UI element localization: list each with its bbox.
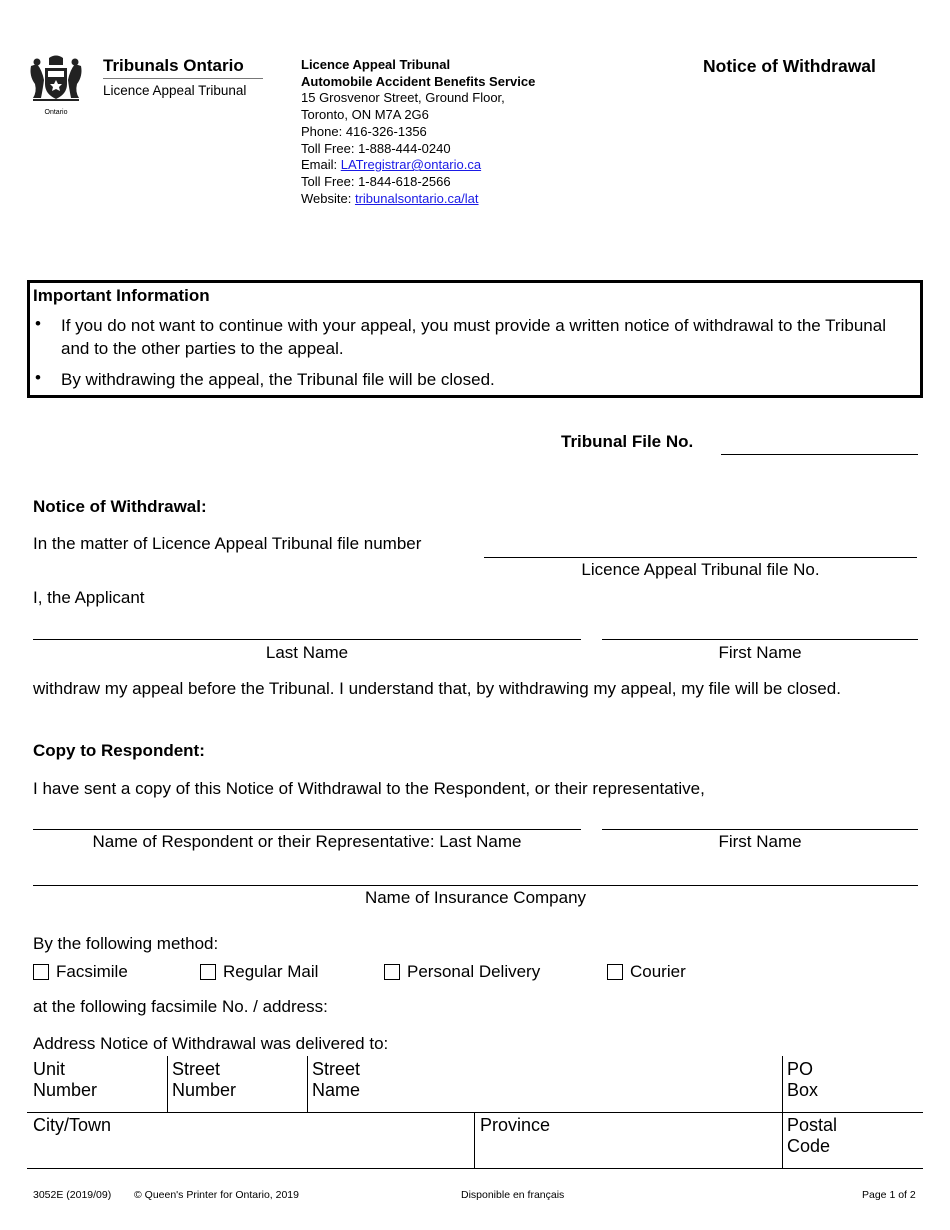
unit-number-cell[interactable]: Unit Number bbox=[33, 1059, 98, 1100]
regular-mail-checkbox[interactable] bbox=[200, 964, 216, 980]
method-regular-mail[interactable] bbox=[200, 962, 318, 982]
bullet-icon: • bbox=[35, 314, 41, 333]
toll-free-1: Toll Free: 1-888-444-0240 bbox=[301, 140, 451, 156]
lat-file-no-caption: Licence Appeal Tribunal file No. bbox=[581, 560, 820, 579]
bullet-icon: • bbox=[35, 368, 41, 387]
personal-delivery-label: Personal Delivery bbox=[407, 962, 541, 981]
tribunal-file-no-label: Tribunal File No. bbox=[561, 432, 694, 451]
street-number-cell[interactable]: Street Number bbox=[172, 1059, 237, 1100]
email-link[interactable]: LATregistrar@ontario.ca bbox=[340, 157, 482, 173]
respondent-first-name-caption: First Name bbox=[718, 832, 802, 851]
respondent-first-name-field[interactable] bbox=[602, 829, 918, 830]
respondent-last-name-caption: Name of Respondent or their Representative: Last Name bbox=[92, 832, 522, 851]
applicant-first-name-field[interactable] bbox=[602, 639, 918, 640]
insurance-company-caption: Name of Insurance Company bbox=[364, 888, 587, 907]
website-row bbox=[301, 191, 601, 208]
divider bbox=[27, 1168, 923, 1169]
phone: Phone: 416-326-1356 bbox=[301, 123, 427, 139]
regular-mail-label: Regular Mail bbox=[223, 962, 319, 981]
divider bbox=[307, 1056, 308, 1112]
method-personal-delivery[interactable] bbox=[384, 962, 540, 982]
province-cell[interactable]: Province bbox=[480, 1115, 551, 1135]
withdraw-statement: withdraw my appeal before the Tribunal. I understand that, by withdrawing my appeal, my file will be closed. bbox=[33, 679, 841, 698]
applicant-label: I, the Applicant bbox=[33, 588, 145, 607]
address-line4: Toronto, ON M7A 2G6 bbox=[301, 107, 429, 123]
delivered-to-label: Address Notice of Withdrawal was delivered to: bbox=[33, 1034, 389, 1053]
email-row bbox=[301, 157, 601, 174]
ontario-crest-logo bbox=[27, 54, 85, 114]
info-bullet-2-text: By withdrawing the appeal, the Tribunal file will be closed. bbox=[61, 370, 495, 389]
lat-file-no-field[interactable] bbox=[484, 557, 917, 558]
org-divider bbox=[103, 78, 263, 79]
form-title: Notice of Withdrawal bbox=[703, 56, 876, 76]
insurance-company-field[interactable] bbox=[33, 885, 918, 886]
email-label: Email: bbox=[301, 157, 341, 173]
tribunal-file-no-field[interactable] bbox=[721, 454, 918, 455]
website-label: Website: bbox=[301, 190, 355, 206]
website-link[interactable]: tribunalsontario.ca/lat bbox=[354, 190, 479, 206]
address-line2: Automobile Accident Benefits Service bbox=[301, 73, 536, 89]
divider bbox=[474, 1112, 475, 1168]
courier-label: Courier bbox=[630, 962, 686, 981]
first-name-caption: First Name bbox=[718, 643, 802, 662]
address-line3: 15 Grosvenor Street, Ground Floor, bbox=[301, 90, 505, 106]
crest-caption: Ontario bbox=[44, 109, 68, 116]
toll-free-2: Toll Free: 1-844-618-2566 bbox=[301, 173, 451, 189]
footer-french: Disponible en français bbox=[461, 1189, 565, 1201]
method-facsimile[interactable] bbox=[33, 962, 128, 982]
divider bbox=[167, 1056, 168, 1112]
org-name: Tribunals Ontario bbox=[103, 56, 244, 75]
divider bbox=[27, 1112, 923, 1113]
notice-heading: Notice of Withdrawal: bbox=[33, 497, 207, 516]
info-bullet-1-text: If you do not want to continue with your appeal, you must provide a written notice of withdrawal to the Tribunal and to the other parties to the appeal. bbox=[61, 316, 886, 358]
fax-address-label: at the following facsimile No. / address: bbox=[33, 997, 328, 1016]
footer-copyright: © Queen's Printer for Ontario, 2019 bbox=[134, 1189, 299, 1201]
footer-form-number: 3052E (2019/09) bbox=[33, 1189, 112, 1201]
po-box-cell[interactable]: PO Box bbox=[787, 1059, 819, 1100]
applicant-last-name-field[interactable] bbox=[33, 639, 581, 640]
org-subname: Licence Appeal Tribunal bbox=[103, 83, 247, 98]
postal-code-cell[interactable]: Postal Code bbox=[787, 1115, 838, 1156]
personal-delivery-checkbox[interactable] bbox=[384, 964, 400, 980]
footer-page: Page 1 of 2 bbox=[862, 1189, 916, 1201]
street-name-cell[interactable]: Street Name bbox=[312, 1059, 361, 1100]
info-title: Important Information bbox=[33, 286, 210, 305]
city-town-cell[interactable]: City/Town bbox=[33, 1115, 112, 1135]
method-courier[interactable] bbox=[607, 962, 686, 982]
method-label: By the following method: bbox=[33, 934, 219, 953]
important-information-box bbox=[27, 280, 923, 398]
address-line1: Licence Appeal Tribunal bbox=[301, 57, 451, 72]
matter-text: In the matter of Licence Appeal Tribunal file number bbox=[33, 534, 422, 553]
facsimile-checkbox[interactable] bbox=[33, 964, 49, 980]
facsimile-label: Facsimile bbox=[56, 962, 128, 981]
respondent-last-name-field[interactable] bbox=[33, 829, 581, 830]
tribunal-address bbox=[301, 57, 601, 207]
courier-checkbox[interactable] bbox=[607, 964, 623, 980]
copy-sent-text: I have sent a copy of this Notice of Withdrawal to the Respondent, or their representative, bbox=[33, 779, 705, 798]
copy-heading: Copy to Respondent: bbox=[33, 741, 205, 760]
last-name-caption: Last Name bbox=[265, 643, 349, 662]
